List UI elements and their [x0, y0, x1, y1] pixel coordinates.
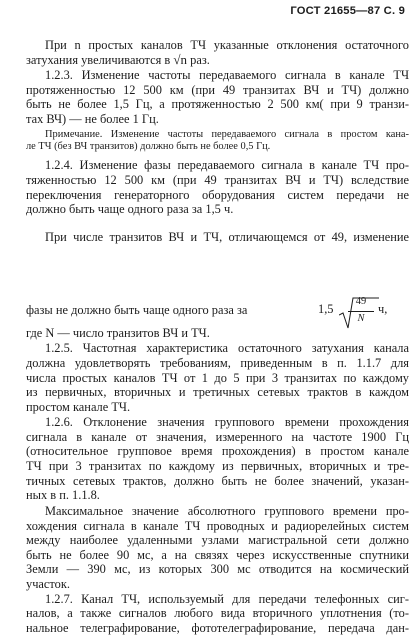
text-line: 1.2.3. Изменение частоты передаваемого сигнала в канале ТЧ: [45, 68, 409, 82]
note-line: Примечание. Изменение частоты передаваемого сигнала в простом кана-: [45, 129, 409, 140]
text-line: тах ВЧ) — не более 1 Гц.: [26, 112, 159, 126]
text-span: затухания увеличиваются в: [26, 53, 171, 67]
text-line: 1.2.5. Частотная характеристика остаточного затухания канала: [45, 341, 409, 355]
text-line: из первичных, вторичных и третичных сетевых трактов в каждом: [26, 385, 409, 399]
text-line: быть не более 1,5 Гц, а протяженностью 2 500 км( при 9 транзи-: [26, 97, 409, 111]
text-line: налов, а также сигналов любого вида вторичного уплотнения (то-: [26, 606, 409, 620]
fraction-bar: [348, 311, 374, 312]
note-line: ле ТЧ (без ВЧ транзитов) должно быть не более 0,5 Гц.: [26, 141, 271, 152]
text-line: участок.: [26, 577, 70, 591]
text-line: тяженностью 12 500 км (при 49 транзитах ВЧ и ТЧ) вследствие: [26, 173, 409, 187]
text-line: между наиболее удаленными узлами магистральной сети должно: [26, 533, 409, 547]
text-line: где N — число транзитов ВЧ и ТЧ.: [26, 326, 210, 340]
text-line: [26, 53, 409, 67]
text-line: При числе транзитов ВЧ и ТЧ, отличающемся от 49, изменение: [45, 230, 409, 244]
formula-coefficient: 1,5: [318, 302, 334, 316]
text-line: быть не более 90 мс, а на связях через искусственные спутники: [26, 548, 409, 562]
text-line: Максимальное значение абсолютного группового времени про-: [45, 504, 409, 518]
formula: [318, 296, 390, 330]
text-line: ных в п. 1.1.8.: [26, 488, 100, 502]
text-line: переключения генераторного оборудования систем передачи не: [26, 188, 409, 202]
text-line: 1.2.4. Изменение фазы передаваемого сигнала в канале ТЧ про-: [45, 158, 409, 172]
text-line: сигнала в канале от значения, измеренного на частоте 1900 Гц: [26, 430, 409, 444]
text-line: фазы не должно быть чаще одного раза за: [26, 303, 248, 317]
text-line: простом канале ТЧ.: [26, 400, 131, 414]
text-line: тичных сетевых трактов, должно быть не более значений, указан-: [26, 474, 409, 488]
formula-numerator: 49: [355, 296, 367, 307]
text-line: протяженностью 12 500 км (при 49 транзитах ВЧ и ТЧ) должно: [26, 83, 409, 97]
text-line: числа простых каналов ТЧ от 1 до 5 при 3 транзитах по каждому: [26, 371, 409, 385]
formula-unit: ч,: [378, 302, 388, 316]
text-line: 1.2.6. Отклонение значения группового времени прохождения: [45, 415, 409, 429]
text-line: ТЧ при 3 транзитах по каждому из первичных, вторичных и тре-: [26, 459, 409, 473]
formula-denominator: N: [357, 313, 365, 324]
text-line: хождения сигнала в канале ТЧ проводных и радиорелейных систем: [26, 519, 409, 533]
text-line: нальное телеграфирование, фототелеграфирование, передача дан-: [26, 621, 409, 635]
text-line: Земли — 390 мс, из которых 300 мс отводится на космический: [26, 562, 409, 576]
text-line: должна удовлетворять требованиям, приведенным в п. 1.1.7 для: [26, 356, 409, 370]
text-span: раз.: [190, 53, 210, 67]
text-line: (относительное групповое время прохождения) в простом канале: [26, 444, 409, 458]
sqrt-n: √n: [173, 52, 188, 67]
page-header: ГОСТ 21655—87 С. 9: [290, 5, 405, 17]
text-line: При n простых каналов ТЧ указанные отклонения остаточного: [45, 38, 409, 52]
text-line: должно быть чаще одного раза за 1,5 ч.: [26, 202, 234, 216]
text-line: 1.2.7. Канал ТЧ, используемый для передачи телефонных сиг-: [45, 592, 409, 606]
